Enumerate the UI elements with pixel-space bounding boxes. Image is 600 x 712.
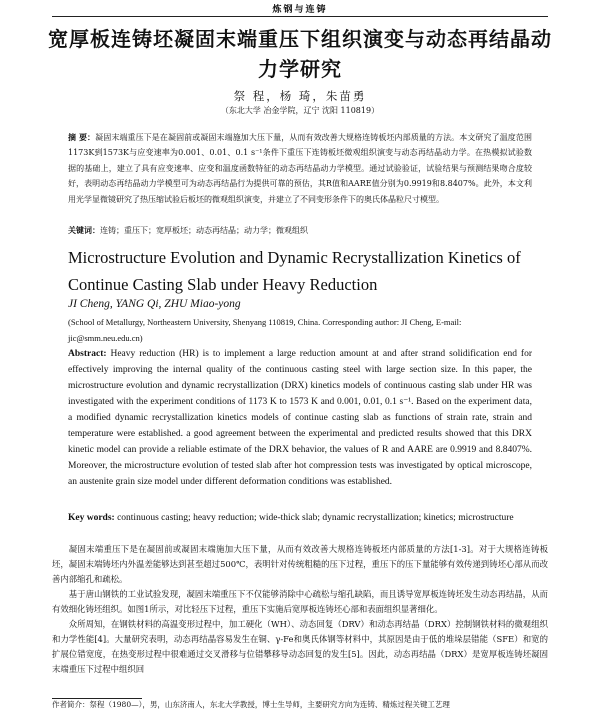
- abstract-english-text: Heavy reduction (HR) is to implement a large reduction amount at and after strand solidification end for effectively improving the internal quality of the continuous casting steel with large section size. In this paper, the microstructure evolution and dynamic recrystallization (DRX) kinetics models of continuous casting slab under HR was investigated with the experiment conditions of 1173 K to 1573 K and 0.001, 0.01, 0.1 s⁻¹. Based on the experiment data, a modified dynamic recrystallization kinetics models of continue casting slab as functions of strain rate, strain and temperature were established. a good agreement between the experimental and predicted results showed that this DRX kinetic model can provide a reliable estimate of the DRX behavior, the values of R and AARE are 0.9919 and 8.8407%. Moreover, the microstructure evolution of tested slab after hot compression tests was investigated by optical microscope, an austenite grain size model under different deformation conditions was established.: [68, 349, 532, 487]
- abstract-english: [68, 346, 532, 490]
- abstract-english-label: Abstract:: [68, 349, 107, 359]
- body-paragraph: 众所周知，在钢铁材料的高温变形过程中，加工硬化（WH）、动态回复（DRV）和动态再结晶（DRX）控制钢铁材料的微观组织和力学性能[4]。大量研究表明，动态再结晶容易发生在铜、γ-Fe和奥氏体钢等材料中，其原因是由于低的堆垛层错能（SFE）和宽的扩展位错宽度，在热变形过程中很难通过交叉滑移与位错攀移导动态回复的发生[5]。因此，动态再结晶（DRX）是宽厚板连铸坯凝固末端重压下过程中组织回: [52, 619, 548, 674]
- affiliation-chinese: （东北大学 冶金学院，辽宁 沈阳 110819）: [220, 106, 380, 115]
- abstract-chinese-label: 摘 要：: [68, 133, 96, 142]
- keywords-chinese: [68, 225, 532, 236]
- keywords-english-text: continuous casting; heavy reduction; wide-thick slab; dynamic recrystallization; kinetics; microstructure: [117, 513, 514, 523]
- running-head: 炼钢与连铸: [272, 5, 328, 15]
- abstract-chinese: [68, 130, 532, 207]
- title-english: Microstructure Evolution and Dynamic Recrystallization Kinetics of Continue Casting Slab under Heavy Reduction: [68, 248, 521, 294]
- abstract-chinese-text: 凝固末端重压下是在凝固前或凝固末端施加大压下量，从而有效改善大规格连铸板坯内部质量的方法。本文研究了温度范围1173K到1573K与应变速率为0.001、0.01、0.1 s⁻¹条件下重压下连铸板坯微观组织演变与动态再结晶动力学。在热模拟试验数据的基础上，建立了具有应变速率、应变和温度函数特征的动态再结晶动力学模型。通过试验验证，试验结果与预测结果吻合度较好，表明动态再结晶动力学模型可为动态再结晶行为提供可靠的预估，其R值和AARE值分别为0.9919和8.8407%。此外，本文利用光学显微镜研究了热压缩试验后板坯的微观组织演变，并建立了不同变形条件下的奥氏体晶粒尺寸模型。: [68, 133, 532, 204]
- authors-english: JI Cheng, YANG Qi, ZHU Miao-yong: [68, 298, 241, 310]
- keywords-chinese-label: 关键词：: [68, 226, 100, 235]
- keywords-english-label: Key words:: [68, 513, 115, 523]
- body-paragraph: 基于唐山钢铁的工业试验发现，凝固末端重压下不仅能够消除中心疏松与缩孔缺陷，而且诱导宽厚板连铸坯发生动态再结晶，从而有效细化铸坯组织。如图1所示，对比轻压下过程，重压下实施后宽厚板连铸坯心部和表面组织显著细化。: [52, 589, 548, 614]
- body-text: [52, 542, 548, 677]
- header-rule: [52, 16, 548, 17]
- keywords-english: [68, 510, 532, 526]
- affiliation-english: (School of Metallurgy, Northeastern University, Shenyang 110819, China. Corresponding author: JI Cheng, E-mail: jic@smm.neu.edu.cn): [68, 317, 462, 343]
- authors-chinese: 祭 程，杨 琦，朱苗勇: [233, 89, 367, 103]
- keywords-chinese-text: 连铸；重压下；宽厚板坯；动态再结晶；动力学；微观组织: [100, 226, 308, 235]
- author-footnote: 作者简介：祭程（1980—），男，山东济南人，东北大学教授，博士生导师，主要研究方向为连铸、精炼过程关键工艺理: [52, 700, 450, 709]
- title-chinese: 宽厚板连铸坯凝固末端重压下组织演变与动态再结晶动力学研究: [48, 27, 552, 81]
- body-paragraph: 凝固末端重压下是在凝固前或凝固末端施加大压下量，从而有效改善大规格连铸板坯内部质量的方法[1-3]。对于大规格连铸板坯，凝固末端铸坯内外温差能够达到甚至超过500℃，表明针对传统粗糙的压下过程，重压下的压下量能够有效传递到铸坯心部从而改善内部缩孔和疏松。: [52, 544, 548, 584]
